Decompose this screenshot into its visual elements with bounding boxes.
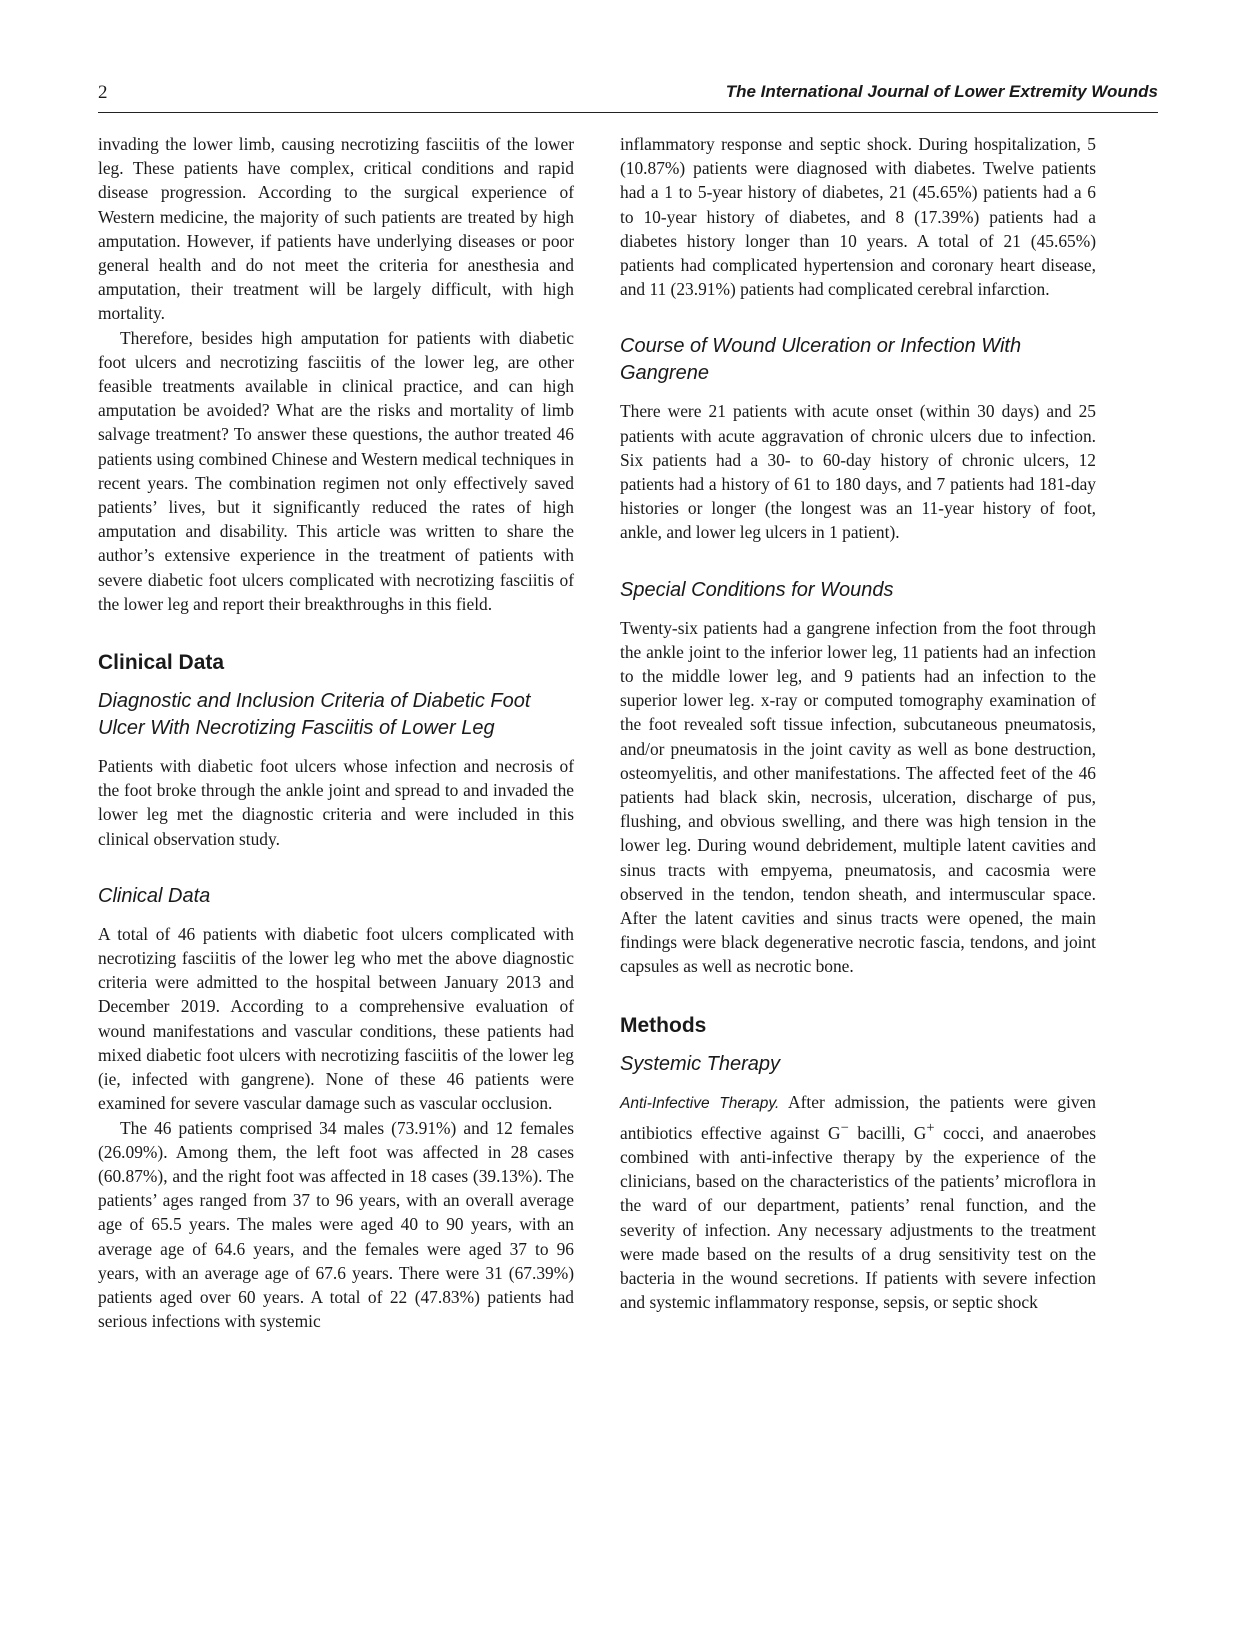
text-fragment: After admission, the patients were given antibiotics effective against G [620, 1091, 1096, 1143]
right-column [620, 132, 1096, 1314]
subsection-heading-special-conditions: Special Conditions for Wounds [620, 578, 894, 601]
paragraph: There were 21 patients with acute onset (within 30 days) and 25 patients with acute aggravation of chronic ulcers due to infection. Six patients had a 30- to 60-day history of chronic ulcers, 12 patients had a history of 61 to 180 days, and 7 patients had 181-day histories or longer (the longest was an 11-year history of foot, ankle, and lower leg ulcers in 1 patient). [620, 401, 1096, 543]
paragraph: Patients with diabetic foot ulcers whose infection and necrosis of the foot broke through the ankle joint and spread to and invaded the lower leg met the diagnostic criteria and were included in this clinical observation study. [98, 756, 574, 849]
paragraph: A total of 46 patients with diabetic foot ulcers complicated with necrotizing fasciitis of the lower leg who met the above diagnostic criteria were admitted to the hospital between January 2013 and December 2019. According to a comprehensive evaluation of wound manifestations and vascular conditions, these patients had mixed diabetic foot ulcers with necrotizing fasciitis of the lower leg (ie, infected with gangrene). None of these 46 patients were examined for severe vascular damage such as vascular occlusion. [98, 923, 574, 1114]
paragraph-anti-infective [620, 1090, 1096, 1315]
run-in-heading: Anti-Infective Therapy. [620, 1094, 780, 1112]
paragraph: The 46 patients comprised 34 males (73.91%) and 12 females (26.09%). Among them, the left foot was affected in 28 cases (60.87%), and the right foot was affected in 18 cases (39.13%). The patients’ ages ranged from 37 to 96 years, with an overall average age of 65.5 years. The males were aged 40 to 90 years, with an average age of 64.6 years, and the females were aged 37 to 96 years, with an average age of 67.6 years. There were 31 (67.39%) patients aged over 60 years. A total of 22 (47.83%) patients had serious infections with systemic [98, 1117, 574, 1332]
superscript-plus: + [926, 1119, 935, 1136]
subsection-heading-diagnostic-criteria: Diagnostic and Inclusion Criteria of Diabetic Foot Ulcer With Necrotizing Fasciitis of Lower Leg [98, 690, 531, 740]
subsection-heading-course-of-ulceration: Course of Wound Ulceration or Infection With Gangrene [620, 335, 1022, 385]
section-heading-clinical-data: Clinical Data [98, 651, 225, 675]
subsection-heading-clinical-data: Clinical Data [98, 884, 211, 907]
subsection-heading-systemic-therapy: Systemic Therapy [620, 1052, 781, 1075]
page-number: 2 [98, 82, 108, 103]
text-fragment: cocci, and anaerobes combined with anti-infective therapy by the experience of the clinicians, based on the characteristics of the patients’ microflora in the ward of our department, patients’ renal function, and the severity of infection. Any necessary adjustments to the treatment were made based on the results of a drug sensitivity test on the bacteria in the wound secretions. If patients with severe infection and systemic inflammatory response, sepsis, or septic shock [620, 1122, 1096, 1313]
paragraph: Twenty-six patients had a gangrene infection from the foot through the ankle joint to the inferior lower leg, 11 patients had an infection to the middle lower leg, and 9 patients had an infection to the superior lower leg. x-ray or computed tomography examination of the foot revealed soft tissue infection, subcutaneous pneumatosis, and/or pneumatosis in the joint cavity as well as bone destruction, osteomyelitis, and other manifestations. The affected feet of the 46 patients had black skin, necrosis, ulceration, discharge of pus, flushing, and obvious swelling, and there was high tension in the lower leg. During wound debridement, multiple latent cavities and sinus tracts with empyema, pneumatosis, and cacosmia were observed in the tendon, tendon sheath, and intermuscular space. After the latent cavities and sinus tracts were opened, the main findings were black degenerative necrotic fascia, tendons, and joint capsules as well as necrotic bone. [620, 617, 1096, 977]
paragraph: invading the lower limb, causing necrotizing fasciitis of the lower leg. These patients have complex, critical conditions and rapid disease progression. According to the surgical experience of Western medicine, the majority of such patients are treated by high amputation. However, if patients have underlying diseases or poor general health and do not meet the criteria for anesthesia and amputation, their treatment will be largely difficult, with high mortality. [98, 134, 574, 324]
superscript-minus: − [840, 1119, 849, 1136]
paragraph: inflammatory response and septic shock. During hospitalization, 5 (10.87%) patients were diagnosed with diabetes. Twelve patients had a 1 to 5-year history of diabetes, 21 (45.65%) patients had a 6 to 10-year history of diabetes, and 8 (17.39%) patients had a diabetes history longer than 10 years. A total of 21 (45.65%) patients had complicated hypertension and coronary heart disease, and 11 (23.91%) patients had complicated cerebral infarction. [620, 134, 1096, 300]
journal-title: The International Journal of Lower Extremity Wounds [725, 82, 1158, 101]
paragraph: Therefore, besides high amputation for patients with diabetic foot ulcers and necrotizing fasciitis of the lower leg, are other feasible treatments available in clinical practice, and can high amputation be avoided? What are the risks and mortality of limb salvage treatment? To answer these questions, the author treated 46 patients using combined Chinese and Western medical techniques in recent years. The combination regimen not only effectively saved patients’ lives, but it significantly reduced the rates of high amputation and disability. This article was written to share the author’s extensive experience in the treatment of patients with severe diabetic foot ulcers complicated with necrotizing fasciitis of the lower leg and report their breakthroughs in this field. [98, 327, 574, 614]
section-heading-methods: Methods [620, 1013, 707, 1037]
left-column [98, 132, 574, 1333]
running-header [98, 82, 1158, 113]
text-fragment: bacilli, G [848, 1122, 927, 1143]
